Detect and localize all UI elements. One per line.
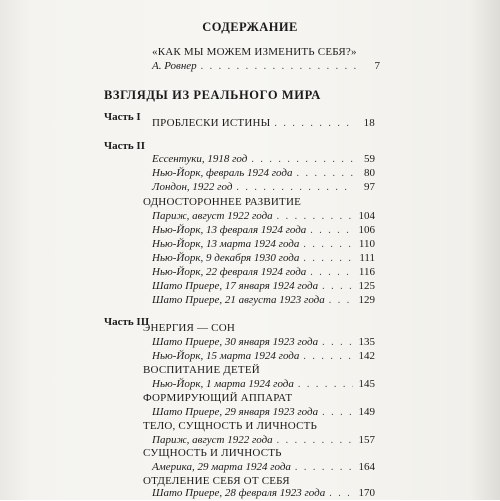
dot-leader (251, 153, 353, 167)
entry-title: Париж, август 1922 года (152, 434, 273, 446)
page-number: 80 (364, 167, 375, 179)
chapter-title: ОТДЕЛЕНИЕ СЕБЯ ОТ СЕБЯ (143, 475, 290, 487)
entry-title: Шато Приере, 30 января 1923 года (152, 336, 319, 348)
entry-title: Лондон, 1922 год (152, 181, 233, 193)
entry-title: Нью-Йорк, 13 февраля 1924 года (152, 224, 307, 236)
page-number: 164 (358, 461, 375, 473)
dot-leader (329, 487, 353, 501)
toc-entry (152, 335, 375, 349)
contents-heading: СОДЕРЖАНИЕ (202, 20, 298, 34)
toc-chapter (143, 391, 292, 405)
dot-leader (296, 167, 353, 181)
intro-author-row (152, 59, 380, 73)
dot-leader (236, 181, 353, 195)
chapter-title: ОДНОСТОРОННЕЕ РАЗВИТИЕ (143, 196, 302, 208)
toc-entry (152, 251, 375, 265)
page-number: 7 (374, 60, 380, 72)
dot-leader (322, 336, 353, 350)
dot-leader (322, 406, 353, 420)
page-number: 129 (358, 294, 375, 306)
dot-leader (310, 266, 353, 280)
dot-leader (277, 434, 353, 448)
entry-title: Нью-Йорк, 9 декабря 1930 года (152, 252, 300, 264)
page-number: 135 (358, 336, 375, 348)
page-number: 125 (358, 280, 375, 292)
toc-entry (152, 349, 375, 363)
toc-entry (152, 293, 375, 307)
toc-chapter (143, 419, 317, 433)
toc-entry (152, 209, 375, 223)
toc-entry (152, 180, 375, 194)
dot-leader (201, 60, 358, 74)
entry-title: Шато Приере, 17 января 1924 года (152, 280, 319, 292)
entry-title: Нью-Йорк, 22 февраля 1924 года (152, 266, 307, 278)
entry-title: Нью-Йорк, 13 марта 1924 года (152, 238, 300, 250)
toc-entry (152, 486, 375, 500)
chapter-title: СУЩНОСТЬ И ЛИЧНОСТЬ (143, 447, 282, 459)
entry-title: Америка, 29 марта 1924 года (152, 461, 291, 473)
part-label: Часть III (104, 316, 150, 328)
toc-entry (152, 116, 375, 130)
chapter-title: ЭНЕРГИЯ — СОН (143, 322, 236, 334)
chapter-title: ВОСПИТАНИЕ ДЕТЕЙ (143, 364, 260, 376)
entry-title: Нью-Йорк, 15 марта 1924 года (152, 350, 300, 362)
entry-title: Ессентуки, 1918 год (152, 153, 248, 165)
page-number: 18 (363, 117, 375, 129)
page-number: 157 (358, 434, 375, 446)
toc-chapter (143, 195, 301, 209)
dot-leader (303, 252, 353, 266)
chapter-title: ТЕЛО, СУЩНОСТЬ И ЛИЧНОСТЬ (143, 420, 318, 432)
part-label: Часть II (104, 140, 145, 152)
page-number: 145 (358, 378, 375, 390)
toc-entry (152, 166, 375, 180)
entry-title: Шато Приере, 28 февраля 1923 года (152, 487, 326, 499)
page-number: 149 (358, 406, 375, 418)
page-number: 170 (358, 487, 375, 499)
page-number: 116 (358, 266, 375, 278)
entry-title: Нью-Йорк, февраль 1924 года (152, 167, 293, 179)
intro-author: А. Ровнер (152, 60, 197, 72)
page-number: 110 (358, 238, 375, 250)
entry-title: ПРОБЛЕСКИ ИСТИНЫ (152, 117, 271, 129)
intro-title-row (152, 45, 357, 59)
dot-leader (329, 294, 353, 308)
intro-title: «КАК МЫ МОЖЕМ ИЗМЕНИТЬ СЕБЯ?» (152, 46, 357, 58)
dot-leader (322, 280, 353, 294)
toc-entry (152, 223, 375, 237)
entry-title: Нью-Йорк, 1 марта 1924 года (152, 378, 294, 390)
toc-chapter (143, 446, 282, 460)
dot-leader (298, 378, 353, 392)
page-number: 59 (364, 153, 375, 165)
entry-title: Шато Приере, 29 января 1923 года (152, 406, 319, 418)
page-number: 106 (358, 224, 375, 236)
chapter-title: ФОРМИРУЮЩИЙ АППАРАТ (143, 392, 293, 404)
section-title: ВЗГЛЯДЫ ИЗ РЕАЛЬНОГО МИРА (104, 88, 321, 102)
dot-leader (310, 224, 353, 238)
dot-leader (303, 350, 353, 364)
toc-chapter (143, 321, 235, 335)
entry-title: Шато Приере, 21 августа 1923 года (152, 294, 325, 306)
toc-entry (152, 152, 375, 166)
toc-entry (152, 377, 375, 391)
toc-entry (152, 279, 375, 293)
page-number: 111 (359, 252, 375, 264)
toc-entry (152, 433, 375, 447)
page-number: 104 (358, 210, 375, 222)
toc-entry (152, 237, 375, 251)
page-number: 97 (364, 181, 375, 193)
toc-chapter (143, 363, 260, 377)
dot-leader (295, 461, 353, 475)
page-number: 142 (358, 350, 375, 362)
toc-entry (152, 405, 375, 419)
entry-title: Париж, август 1922 года (152, 210, 273, 222)
toc-entry (152, 265, 375, 279)
dot-leader (274, 117, 353, 131)
dot-leader (303, 238, 353, 252)
dot-leader (277, 210, 353, 224)
part-label: Часть I (104, 111, 141, 123)
toc-entry (152, 460, 375, 474)
